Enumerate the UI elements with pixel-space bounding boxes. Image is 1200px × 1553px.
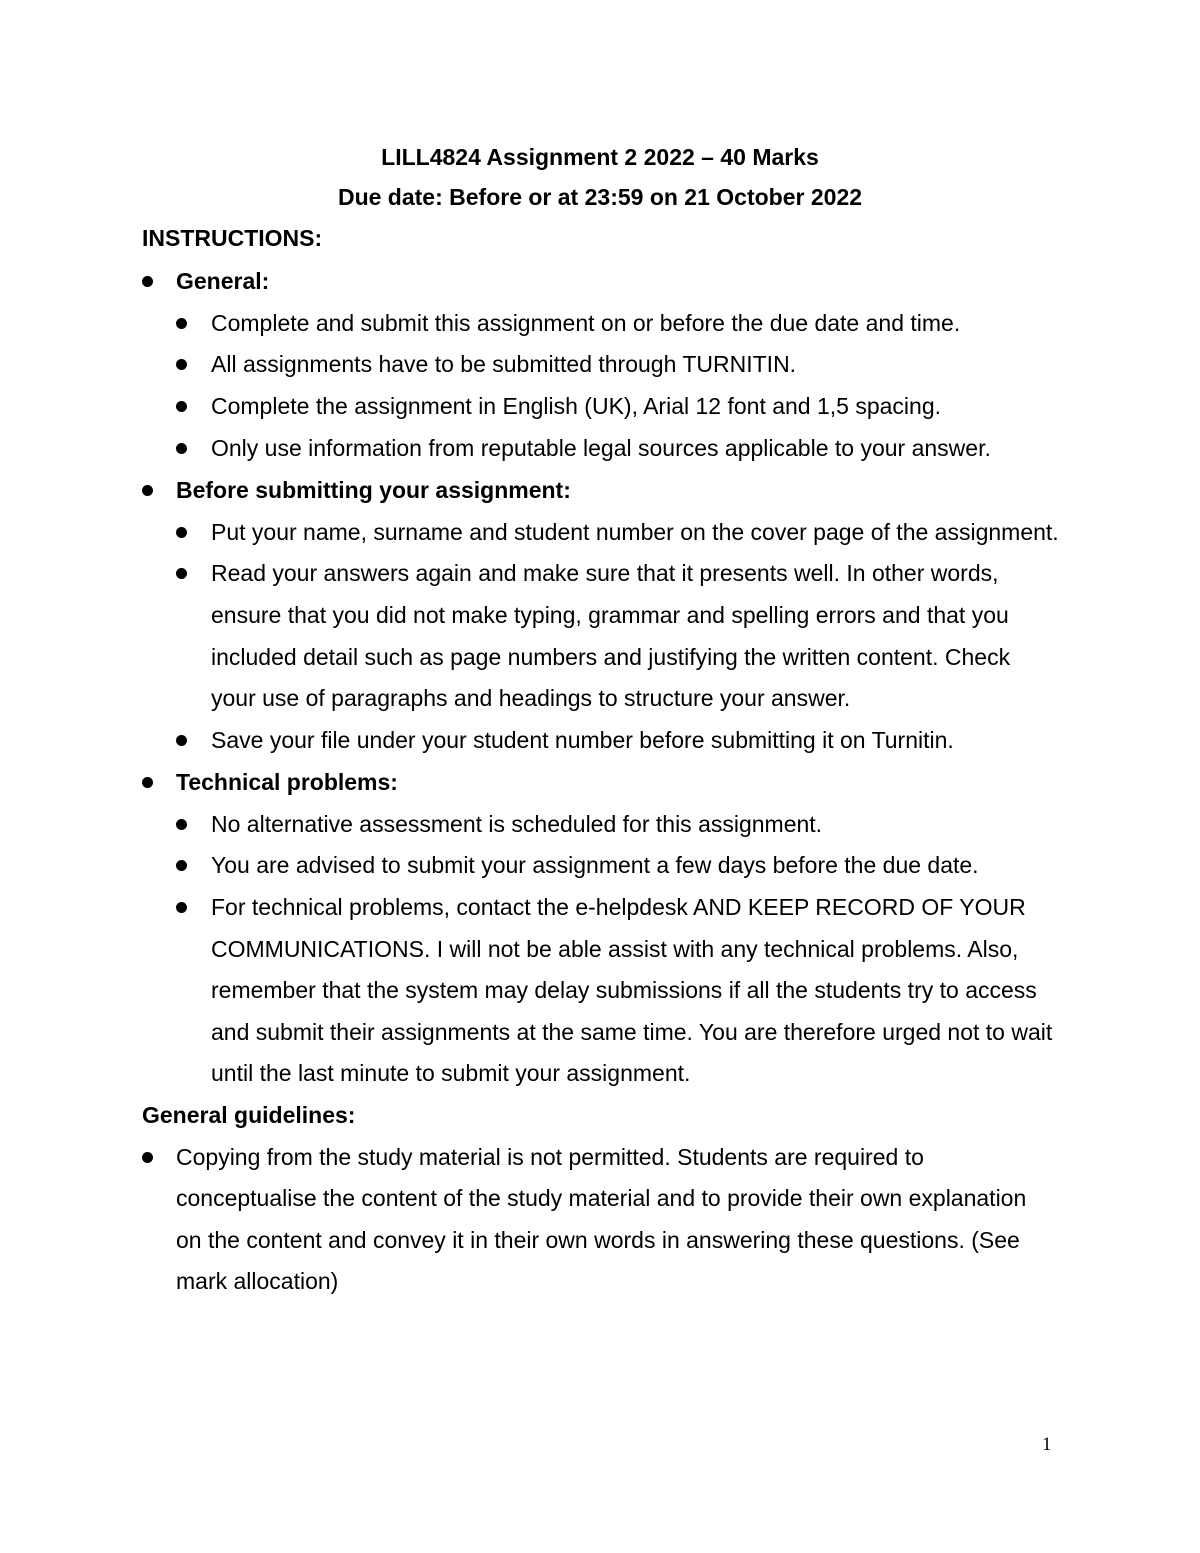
guidelines-item-line: mark allocation) xyxy=(176,1268,339,1294)
guidelines-item-line: conceptualise the content of the study material and to provide their own explanation xyxy=(176,1185,1027,1211)
general-item: Only use information from reputable legal sources applicable to your answer. xyxy=(211,435,991,461)
guidelines-item-line: on the content and convey it in their own words in answering these questions. (See xyxy=(176,1227,1020,1253)
general-heading: General: xyxy=(176,268,270,294)
technical-item-line: and submit their assignments at the same time. You are therefore urged not to wait xyxy=(211,1019,1053,1045)
technical-item-line: until the last minute to submit your assignment. xyxy=(211,1060,691,1086)
instructions-heading: INSTRUCTIONS: xyxy=(142,225,323,251)
guidelines-heading: General guidelines: xyxy=(142,1102,356,1128)
document-title: LILL4824 Assignment 2 2022 – 40 Marks xyxy=(381,144,819,170)
bullet-icon xyxy=(176,318,187,329)
bullet-icon xyxy=(176,401,187,412)
bullet-icon xyxy=(176,568,187,579)
bullet-icon xyxy=(176,902,187,913)
technical-item: No alternative assessment is scheduled for this assignment. xyxy=(211,811,823,837)
technical-item-line: remember that the system may delay submissions if all the students try to access xyxy=(211,977,1037,1003)
bullet-icon xyxy=(142,485,153,496)
general-item: All assignments have to be submitted through TURNITIN. xyxy=(211,351,797,377)
bullet-icon xyxy=(142,777,153,788)
technical-item-line: COMMUNICATIONS. I will not be able assist with any technical problems. Also, xyxy=(211,936,1019,962)
before-submitting-item-line: your use of paragraphs and headings to structure your answer. xyxy=(211,685,851,711)
before-submitting-heading: Before submitting your assignment: xyxy=(176,477,571,503)
technical-item: You are advised to submit your assignment a few days before the due date. xyxy=(211,852,979,878)
before-submitting-item-line: ensure that you did not make typing, grammar and spelling errors and that you xyxy=(211,602,1009,628)
bullet-icon xyxy=(142,276,153,287)
technical-heading: Technical problems: xyxy=(176,769,398,795)
before-submitting-item: Save your file under your student number before submitting it on Turnitin. xyxy=(211,727,954,753)
page-number: 1 xyxy=(1042,1434,1052,1455)
bullet-icon xyxy=(176,443,187,454)
technical-item-line: For technical problems, contact the e-helpdesk AND KEEP RECORD OF YOUR xyxy=(211,894,1026,920)
before-submitting-item: Put your name, surname and student number on the cover page of the assignment. xyxy=(211,519,1059,545)
due-date: Due date: Before or at 23:59 on 21 October 2022 xyxy=(337,184,863,210)
general-item: Complete and submit this assignment on or before the due date and time. xyxy=(211,310,961,336)
bullet-icon xyxy=(176,735,187,746)
guidelines-item-line: Copying from the study material is not permitted. Students are required to xyxy=(176,1144,924,1170)
bullet-icon xyxy=(176,359,187,370)
bullet-icon xyxy=(176,819,187,830)
general-item: Complete the assignment in English (UK), Arial 12 font and 1,5 spacing. xyxy=(211,393,942,419)
before-submitting-item-line: Read your answers again and make sure that it presents well. In other words, xyxy=(211,560,999,586)
bullet-icon xyxy=(176,527,187,538)
bullet-icon xyxy=(176,860,187,871)
before-submitting-item-line: included detail such as page numbers and justifying the written content. Check xyxy=(211,644,1011,670)
bullet-icon xyxy=(142,1152,153,1163)
